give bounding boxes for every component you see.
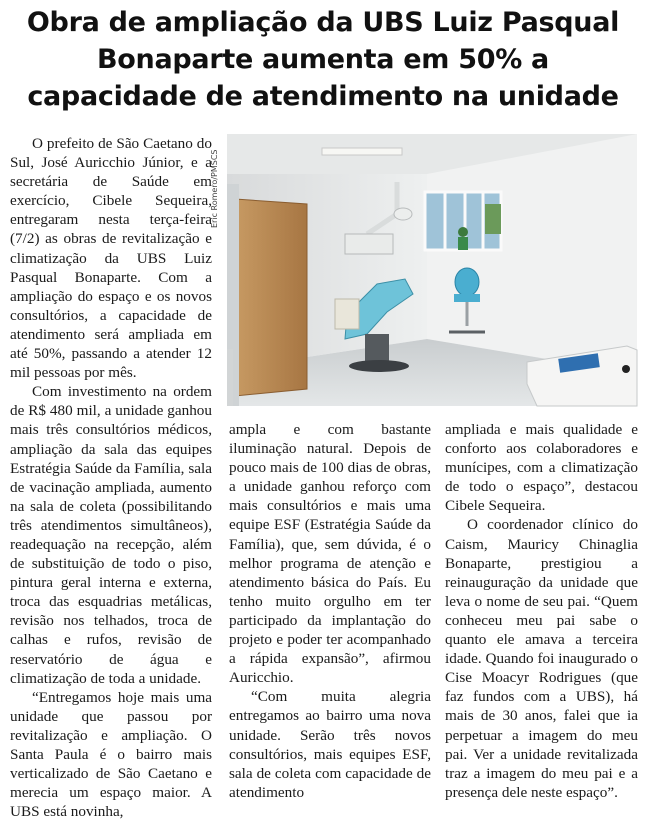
- dentist-stool: [455, 268, 479, 296]
- paragraph: ampla e com bastante iluminação natural. Depois de pouco mais de 100 dias de obras, a unidade ganhou reforço com mais consultórios e mais uma equipe ESF (Estratégia Saúde da Família), que, sem dúvida, é o melhor programa de atenção e atendimento básica do País. Eu tenho muito orgulho em ter participado da implantação do projeto e poder ter acompanhado a rápida expansão”, afirmou Auricchio.: [229, 421, 431, 687]
- article-column-1: [10, 134, 212, 821]
- article-column-2: [229, 420, 431, 801]
- paragraph: Com investimento na ordem de R$ 480 mil, a unidade ganhou mais três consultórios médicos, ampliação da sala das equipes Estratégia Saúde da Família, sala de vacinação ampliada, aumento na sala de coleta (possibilitando três atendimentos simultâneos), readequação na recepção, além de substituição de todo o piso, pintura geral interna e externa, troca das esquadrias metálicas, revisão nos telhados, troca de calhas e rufos, revisão de reservatório de água e climatização de toda a unidade.: [10, 383, 212, 687]
- paragraph: O coordenador clínico do Caism, Mauricy Chinaglia Bonaparte, prestigiou a reinauguração da unidade que leva o nome de seu pai. “Quem conheceu meu pai sabe o quanto ele amava a terceira idade. Quando foi inaugurado o Cise Moacyr Rodrigues (que faz fundos com a UBS), há mais de 30 anos, falei que ia perpetuar a imagem do meu pai. Ver a unidade revitalizada traz a imagem do meu pai e a presença dele neste espaço”.: [445, 516, 638, 801]
- photo-credit: Eric Romero/PMSCS: [210, 149, 219, 228]
- paragraph: O prefeito de São Caetano do Sul, José Auricchio Júnior, e a secretária de Saúde em exercício, Cibele Sequeira, entregaram nesta terça-feira (7/2) as obras de revitalização e climatização da UBS Luiz Pasqual Bonaparte. Com a ampliação do espaço e os novos consultórios, a capacidade de atendimento será ampliada em até 50%, passando a atender 12 mil pessoas por mês.: [10, 135, 212, 382]
- dental-office-photo: [227, 134, 637, 406]
- wooden-cabinet: [235, 199, 307, 396]
- headline: Obra de ampliação da UBS Luiz Pasqual Bonaparte aumenta em 50% a capacidade de atendimento na unidade: [26, 7, 620, 112]
- ceiling-light: [322, 148, 402, 155]
- paragraph: “Com muita alegria entregamos ao bairro uma nova unidade. Serão três novos consultórios, mais equipes ESF, sala de coleta com capacidade de atendimento: [229, 688, 431, 801]
- article-photo: [227, 134, 637, 406]
- article-column-3: [445, 420, 638, 801]
- right-wall: [427, 134, 637, 374]
- paragraph: “Entregamos hoje mais uma unidade que passou por revitalização e ampliação. O Santa Paula é o bairro mais verticalizado de São Caetano e merecia um espaço maior. A UBS está novinha,: [10, 688, 212, 821]
- paragraph: ampliada e mais qualidade e conforto aos colaboradores e munícipes, com a climatização de todo o espaço”, destacou Cibele Sequeira.: [445, 421, 638, 515]
- instrument-tray: [345, 234, 393, 254]
